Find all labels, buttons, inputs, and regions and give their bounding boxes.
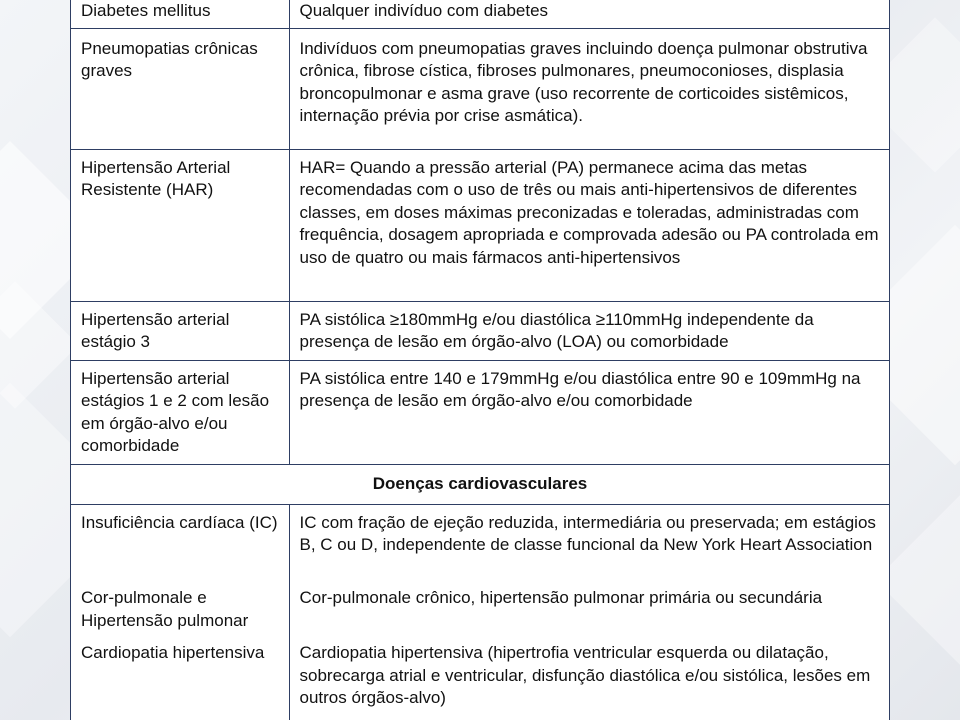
definition-cell: Qualquer indivíduo com diabetes [289,0,889,28]
condition-cell: Pneumopatias crônicas graves [71,28,289,149]
table-row [71,585,889,637]
table-row [71,504,889,585]
condition-cell: Hipertensão Arterial Resistente (HAR) [71,149,289,301]
condition-cell: Cardiopatia hipertensiva [81,643,265,662]
definition-cell: Cor-pulmonale crônico, hipertensão pulmonar primária ou secundária [289,585,889,637]
definition-cell: PA sistólica ≥180mmHg e/ou diastólica ≥110mmHg independente da presença de lesão em órgão-alvo (LOA) ou comorbidade [289,301,889,360]
condition-cell: Hipertensão arterial estágio 3 [71,301,289,360]
condition-cell: Cor-pulmonale e Hipertensão pulmonar [81,588,249,630]
table-row [71,637,889,720]
definition-cell: Indivíduos com pneumopatias graves incluindo doença pulmonar obstrutiva crônica, fibrose cística, fibroses pulmonares, pneumoconioses, displasia broncopulmonar e asma grave (uso recorrente de corticoides sistêmicos, internação prévia por crise asmática). [289,28,889,149]
section-header-row [71,464,889,504]
condition-cell: Hipertensão arterial estágios 1 e 2 com lesão em órgão-alvo e/ou comorbidade [71,360,289,464]
definition-cell: IC com fração de ejeção reduzida, intermediária ou preservada; em estágios B, C ou D, independente de classe funcional da New York Heart Association [289,504,889,585]
definition-cell: PA sistólica entre 140 e 179mmHg e/ou diastólica entre 90 e 109mmHg na presença de lesão em órgão-alvo e/ou comorbidade [289,360,889,464]
section-title: Doenças cardiovasculares [71,464,889,504]
comorbidity-table-grid [71,0,889,720]
table-row [71,28,889,149]
table-row [71,0,889,28]
definition-cell: HAR= Quando a pressão arterial (PA) permanece acima das metas recomendadas com o uso de três ou mais anti-hipertensivos de diferentes classes, em doses máximas preconizadas e toleradas, administradas com frequência, dosagem apropriada e comprovada adesão ou PA controlada em uso de quatro ou mais fármacos anti-hipertensivos [289,149,889,301]
comorbidity-table [70,0,890,720]
definition-cell: Cardiopatia hipertensiva (hipertrofia ventricular esquerda ou dilatação, sobrecarga atrial e ventricular, disfunção diastólica e/ou sistólica, lesões em outros órgãos-alvo) [289,637,889,720]
table-row [71,301,889,360]
table-row [71,149,889,301]
table-row [71,360,889,464]
condition-cell: Insuficiência cardíaca (IC) [81,512,278,532]
condition-cell: Diabetes mellitus [71,0,289,28]
